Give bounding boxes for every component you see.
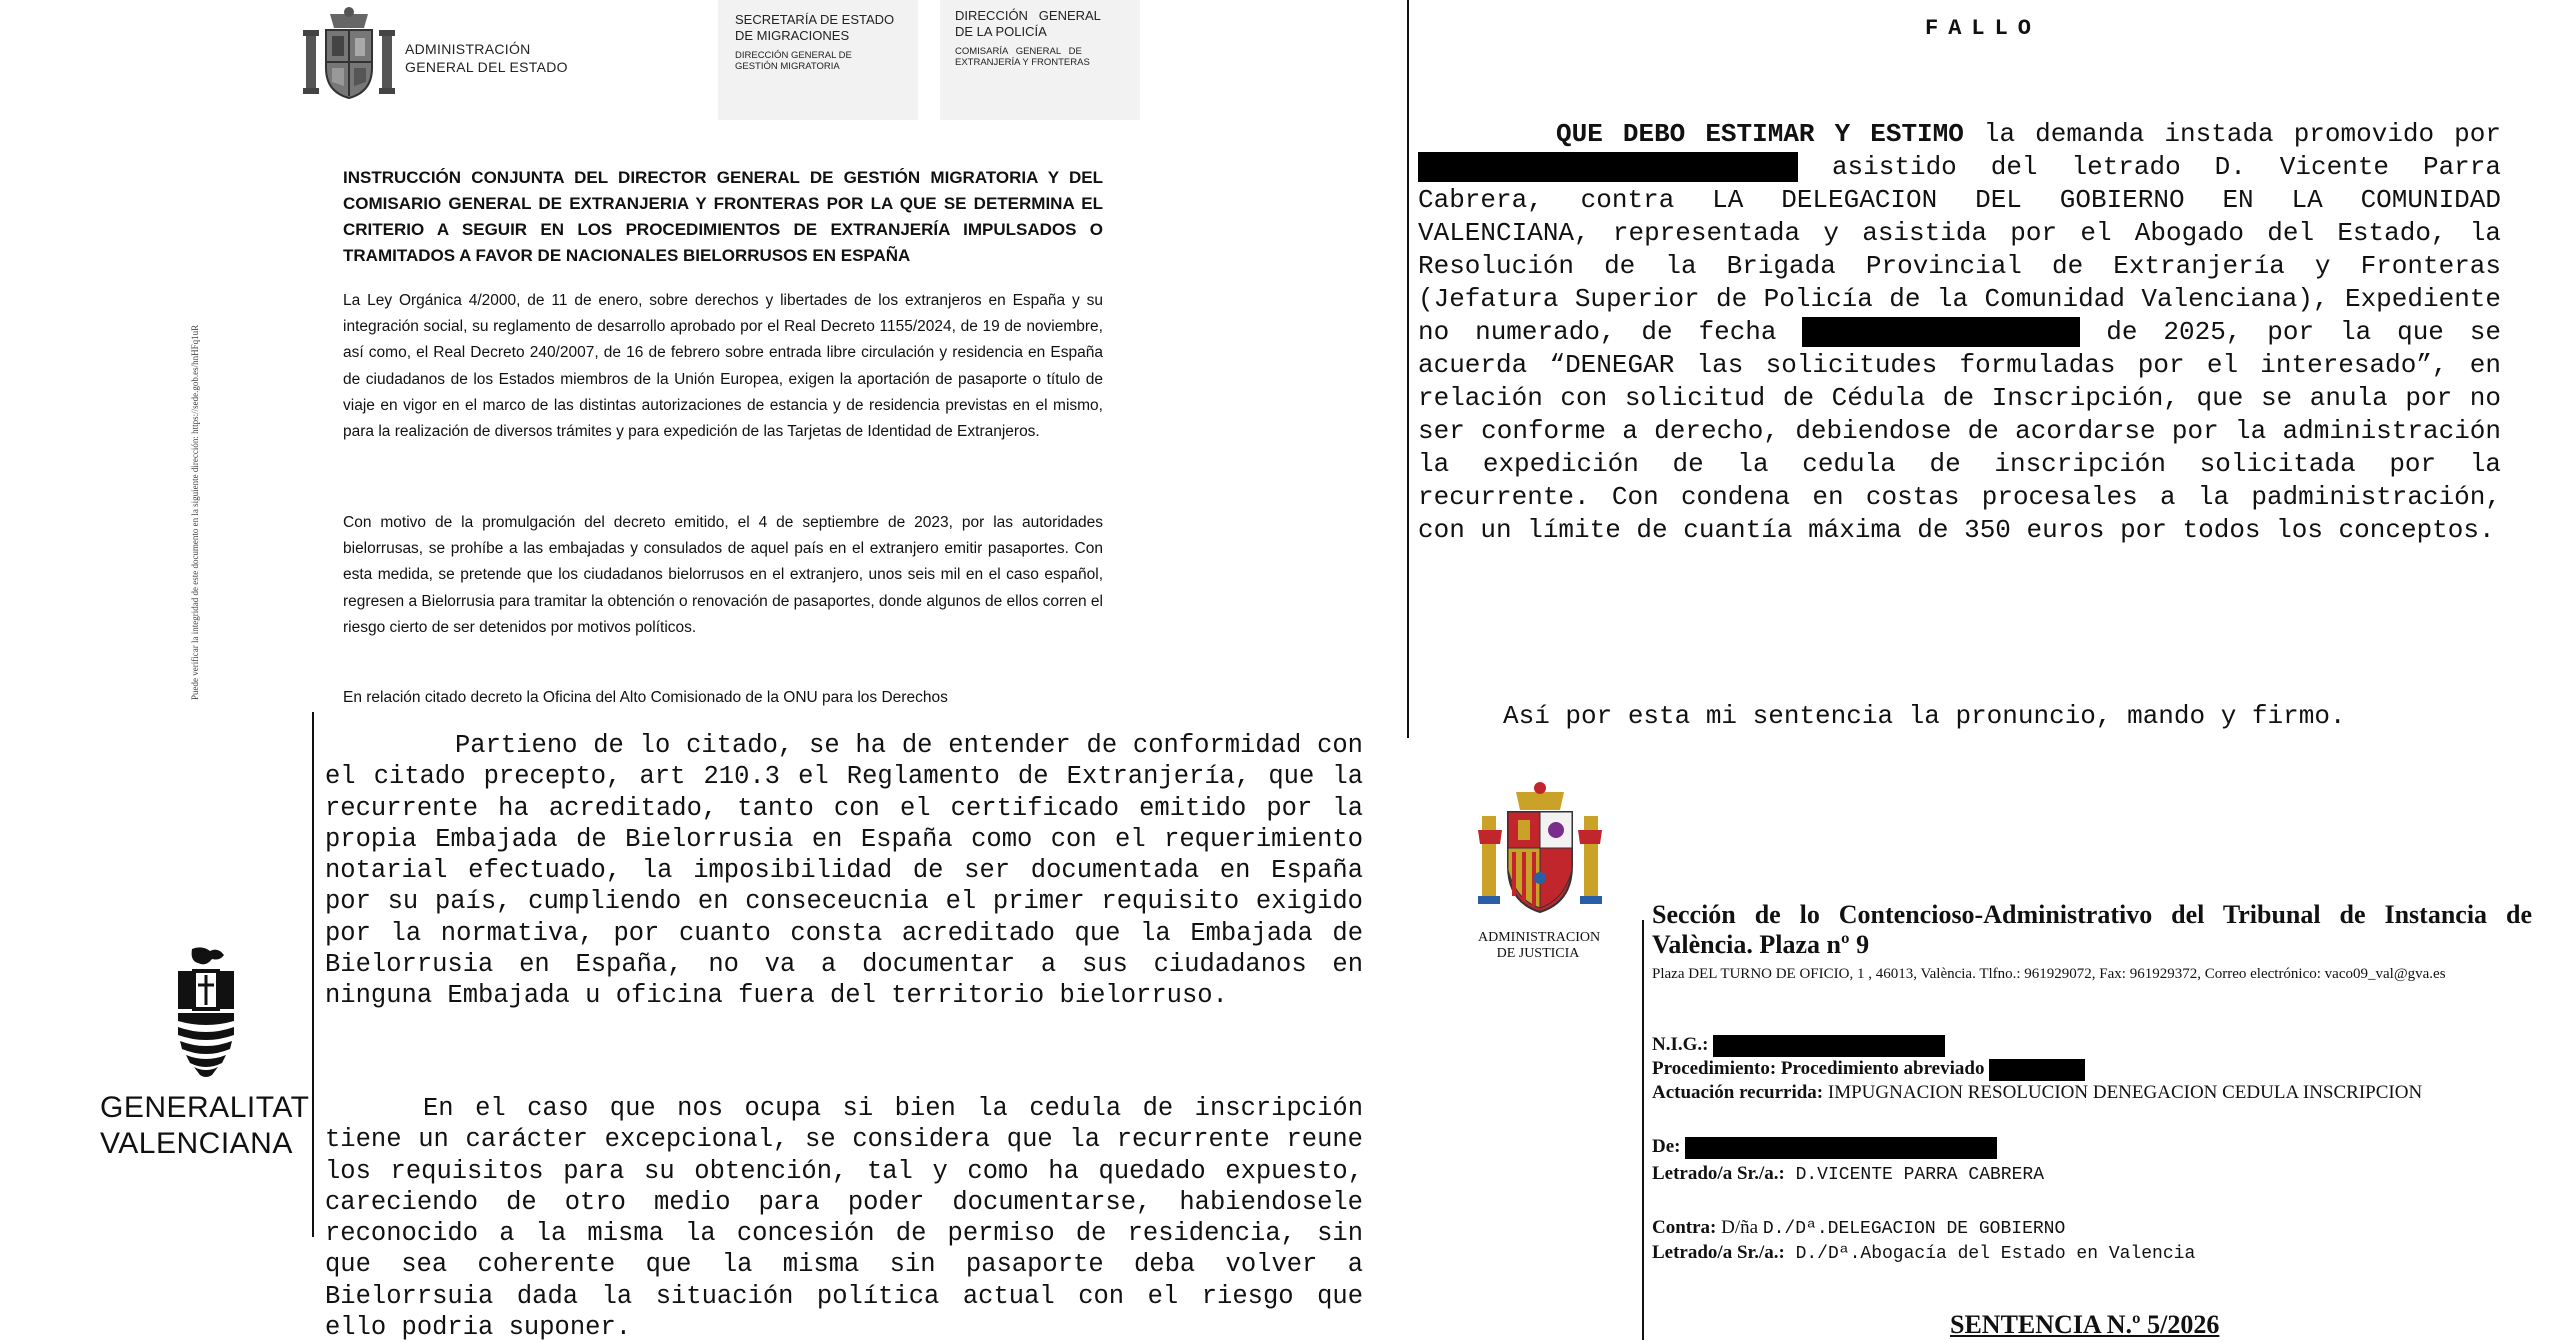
instruccion-document [0, 0, 1400, 712]
instruccion-paragraph-2: Con motivo de la promulgación del decreto emitido, el 4 de septiembre de 2023, por las autoridades bielorrusas, se prohíbe a las embajadas y consulados de aquel país en el extranjero emitir pasaportes. Con esta medida, se pretende que los ciudadanos bielorrusos en el extranjero, unos seis mil en el caso español, regresen a Bielorrusia para tramitar la obtención o renovación de pasaportes, donde algunos de ellos corren el riesgo cierto de ser detenidos por motivos políticos. [343, 514, 1103, 636]
justicia-logo-line2: DE JUSTICIA [1496, 946, 1580, 961]
left-margin-rule [312, 712, 314, 1237]
header-admin-line2: GENERAL DEL ESTADO [405, 59, 568, 75]
header-secretaria-sub1: DIRECCIÓN GENERAL DE [735, 50, 852, 61]
fallo-closing: Así por esta mi sentencia la pronuncio, mando y firmo. [1503, 701, 2346, 731]
redaction-box [1418, 152, 1798, 182]
justicia-logo-line1: ADMINISTRACION [1478, 930, 1601, 945]
header-secretaria-line1: SECRETARÍA DE ESTADO [735, 12, 895, 27]
letrado2-line [1652, 1241, 2195, 1266]
redaction-box [1802, 317, 2080, 347]
header-policia [955, 8, 1101, 68]
redaction-box [1713, 1035, 1945, 1057]
header-secretaria [735, 12, 894, 72]
letrado2-value: D./Dª.Abogacía del Estado en Valencia [1795, 1244, 2196, 1264]
sentencia-number: SENTENCIA N.º 5/2026 [1950, 1310, 2220, 1339]
contra-line [1652, 1216, 2065, 1241]
redaction-box [1989, 1059, 2085, 1081]
letrado1-line [1652, 1162, 2044, 1187]
procedimiento-label: Procedimiento: Procedimiento abreviado [1652, 1058, 1985, 1079]
instruccion-paragraph-3: En relación citado decreto la Oficina del Alto Comisionado de la ONU para los Derechos [343, 689, 948, 706]
tribunal-title: Sección de lo Contencioso-Administrativo del Tribunal de Instancia de València. Plaza nº 9 [1652, 900, 2532, 959]
nig-label: N.I.G.: [1652, 1034, 1709, 1055]
generalitat-line2: VALENCIANA [100, 1127, 293, 1160]
justicia-logo-text [1478, 930, 1601, 962]
header-policia-line1: DIRECCIÓN GENERAL [955, 8, 1101, 23]
contra-value-prefix: D/ña [1721, 1217, 1763, 1238]
fallo-text-b: asistido del letrado D. Vicente Parra Cabrera, contra LA DELEGACION DEL GOBIERNO EN LA COMUNIDAD VALENCIANA, representada y asistida por el Abogado del Estado, la Resolución de la Brigada Provincial de Extranjería y Fronteras (Jefatura Superior de Policía de la Comunidad Valenciana), Expediente no numerado, de fecha [1418, 152, 2501, 347]
instruccion-paragraph-1: La Ley Orgánica 4/2000, de 11 de enero, sobre derechos y libertades de los extranjeros en España y su integración social, su reglamento de desarrollo aprobado por el Real Decreto 1155/2024, de 19 de noviembre, así como, el Real Decreto 240/2007, de 16 de febrero sobre entrada libre circulación y residencia en España de ciudadanos de los Estados miembros de la Unión Europea, exigen la aportación de pasaporte o título de viaje en vigor en el marco de las distintas autorizaciones de estancia y de residencia previstas en el mismo, para la realización de diversos trámites y para expedición de las Tarjetas de Identidad de Extranjeros. [343, 292, 1103, 441]
tribunal-margin-rule [1642, 920, 1644, 1340]
sentencia-paragraph-1: Partieno de lo citado, se ha de entender de conformidad con el citado precepto, art 210.3 el Reglamento de Extranjería, que la recurrente ha acreditado, tanto con el certificado emitido por la propia Embajada de Bielorrusia en España como con el requerimiento notarial efectuado, la imposibilidad de ser documentada en España por su país, cumpliendo en conseceucnia el primer requisito exigido por la normativa, por cuanto consta acreditado que la Embajada de Bielorrusia en España, no va a documentar a sus ciudadanos en ninguna Embajada u oficina fuera del territorio bielorruso. [325, 731, 1363, 1011]
sentencia-paragraph-2: En el caso que nos ocupa si bien la cedula de inscripción tiene un carácter excepcional, se considera que la recurrente reune los requisitos para su obtención, tal y como ha quedado expuesto, careciendo de otro medio para poder documentarse, habiendosele reconocido a la misma la concesión de permiso de residencia, sin que sea coherente que la misma sin pasaporte deba volver a Bielorrsuia dada la situación política actual con el riesgo que ello podria suponer. [325, 1094, 1363, 1343]
de-line [1652, 1135, 1997, 1159]
fallo-paragraph [1418, 118, 2501, 547]
header-policia-sub1: COMISARÍA GENERAL DE [955, 46, 1082, 57]
justicia-coat-of-arms-icon [1476, 778, 1604, 928]
header-admin-general [405, 40, 568, 76]
fallo-lead-bold: QUE DEBO ESTIMAR Y ESTIMO [1556, 119, 1964, 149]
generalitat-logo-icon [172, 945, 242, 1080]
instruccion-title: INSTRUCCIÓN CONJUNTA DEL DIRECTOR GENERAL DE GESTIÓN MIGRATORIA Y DEL COMISARIO GENERAL DE EXTRANJERIA Y FRONTERAS POR LA QUE SE DETERMINA EL CRITERIO A SEGUIR EN LOS PROCEDIMIENTOS DE EXTRANJERÍA IMPULSADOS O TRAMITADOS A FAVOR DE NACIONALES BIELORRUSOS EN ESPAÑA [343, 168, 1103, 265]
spain-coat-of-arms-icon [300, 4, 398, 104]
letrado1-label: Letrado/a Sr./a.: [1652, 1163, 1785, 1184]
procedimiento-line [1652, 1057, 2085, 1081]
header-policia-line2: DE LA POLICÍA [955, 24, 1047, 39]
letrado2-label: Letrado/a Sr./a.: [1652, 1242, 1785, 1263]
fallo-text-a: la demanda instada promovido por [1963, 119, 2501, 149]
fallo-text-c: de 2025, por la que se acuerda “DENEGAR las solicitudes formuladas por el interesado”, en relación con solicitud de Cédula de Inscripción, que se anula por no ser conforme a derecho, debiendose de acordarse por la administración la expedición de la cedula de inscripción solicitada por la recurrente. Con condena en costas procesales a la padministración, con un límite de cuantía máxima de 350 euros por todos los conceptos. [1418, 317, 2502, 545]
header-secretaria-line2: DE MIGRACIONES [735, 28, 850, 43]
nig-line [1652, 1033, 1945, 1057]
de-label: De: [1652, 1136, 1681, 1157]
letrado1-value: D.VICENTE PARRA CABRERA [1795, 1165, 2045, 1185]
header-policia-sub2: EXTRANJERÍA Y FRONTERAS [955, 57, 1090, 68]
actuacion-value: IMPUGNACION RESOLUCION DENEGACION CEDULA INSCRIPCION [1827, 1082, 2423, 1103]
tribunal-address: Plaza DEL TURNO DE OFICIO, 1 , 46013, València. Tlfno.: 961929072, Fax: 961929372, Correo electrónico: vaco09_val@gva.es [1652, 966, 2446, 982]
actuacion-line [1652, 1081, 2422, 1105]
contra-label: Contra: [1652, 1217, 1717, 1238]
header-admin-line1: ADMINISTRACIÓN [405, 41, 531, 57]
center-divider-rule [1407, 0, 1409, 738]
generalitat-wordmark [100, 1090, 309, 1162]
verification-side-note: Puede verificar la integridad de este documento en la siguiente dirección: https://sede.gob.es/hnHFq1uR [190, 324, 200, 700]
header-secretaria-sub2: GESTIÓN MIGRATORIA [735, 61, 840, 72]
generalitat-line1: GENERALITAT [100, 1091, 310, 1124]
fallo-title: FALLO [1925, 16, 2042, 41]
contra-value: D./Dª.DELEGACION DE GOBIERNO [1762, 1219, 2066, 1239]
actuacion-label: Actuación recurrida: [1652, 1082, 1824, 1103]
redaction-box [1685, 1137, 1997, 1159]
